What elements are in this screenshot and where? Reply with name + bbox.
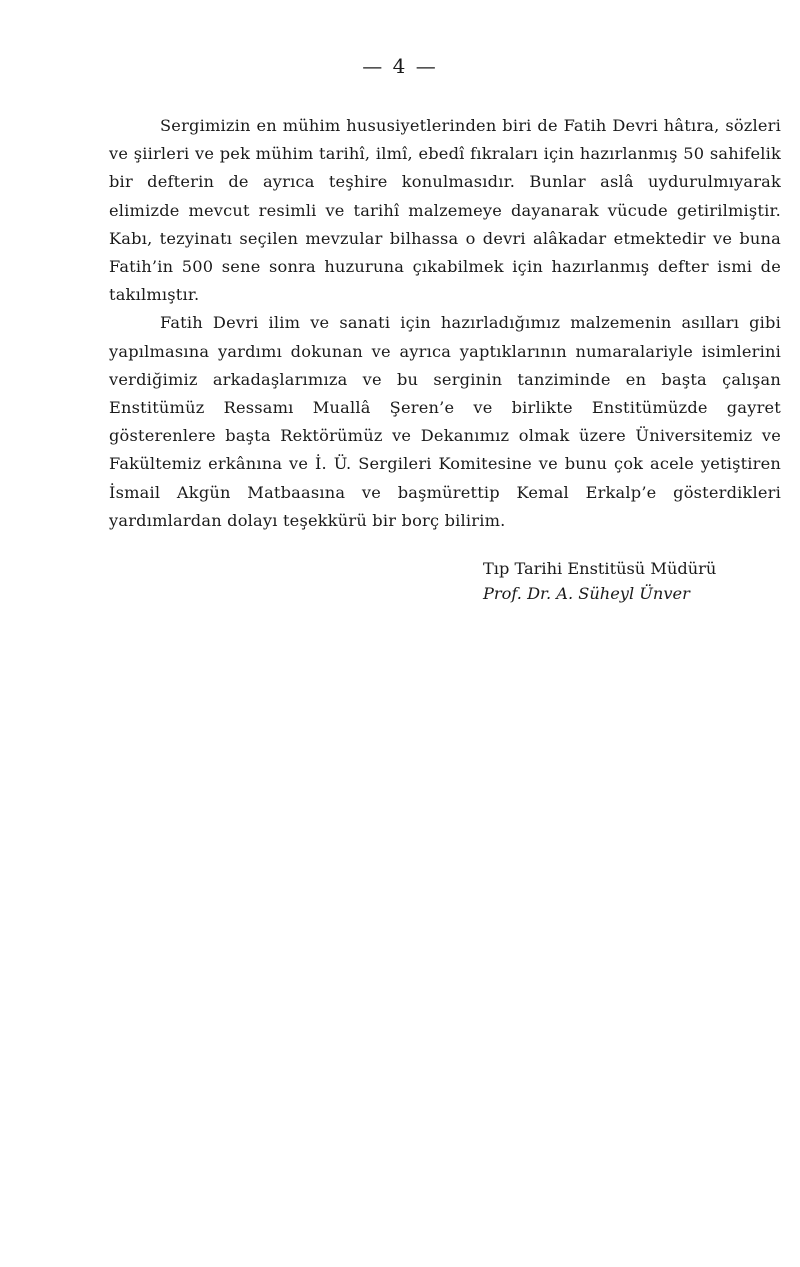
- signature-block: [483, 556, 783, 606]
- page-number: — 4 —: [362, 54, 438, 78]
- paragraph-2: Fatih Devri ilim ve sanati için hazırladığımız malzemenin asılları gibi yapılmasına yardımı dokunan ve ayrıca yaptıklarının numaralariyle isimlerini verdiğimiz arkadaşlarımıza ve bu serginin tanziminde en başta çalışan Enstitümüz Ressamı Muallâ Şeren’e ve birlikte Enstitümüzde gayret gösterenlere başta Rektörümüz ve Dekanımız olmak üzere Üniversitemiz ve Fakültemiz erkânına ve İ. Ü. Sergileri Komitesine ve bunu çok acele yetiştiren İsmail Akgün Matbaasına ve başmürettip Kemal Erkalp’e gösterdikleri yardımlardan dolayı teşekkürü bir borç bilirim.: [109, 313, 781, 530]
- paragraph-1: Sergimizin en mühim hususiyetlerinden biri de Fatih Devri hâtıra, sözleri ve şiirleri ve pek mühim tarihî, ilmî, ebedî fıkraları için hazırlanmış 50 sahifelik bir defterin de ayrıca teşhire konulmasıdır. Bunlar aslâ uydurulmıyarak elimizde mevcut resimli ve tarihî malzemeye dayanarak vücude getirilmiştir. Kabı, tezyinatı seçilen mevzular bilhassa o devri alâkadar etmektedir ve buna Fatih’in 500 sene sonra huzuruna çıkabilmek için hazırlanmış defter ismi de takılmıştır.: [109, 116, 781, 305]
- signature-name: Prof. Dr. A. Süheyl Ünver: [483, 584, 690, 603]
- body-text: [109, 112, 781, 535]
- signature-title: Tıp Tarihi Enstitüsü Müdürü: [483, 559, 717, 578]
